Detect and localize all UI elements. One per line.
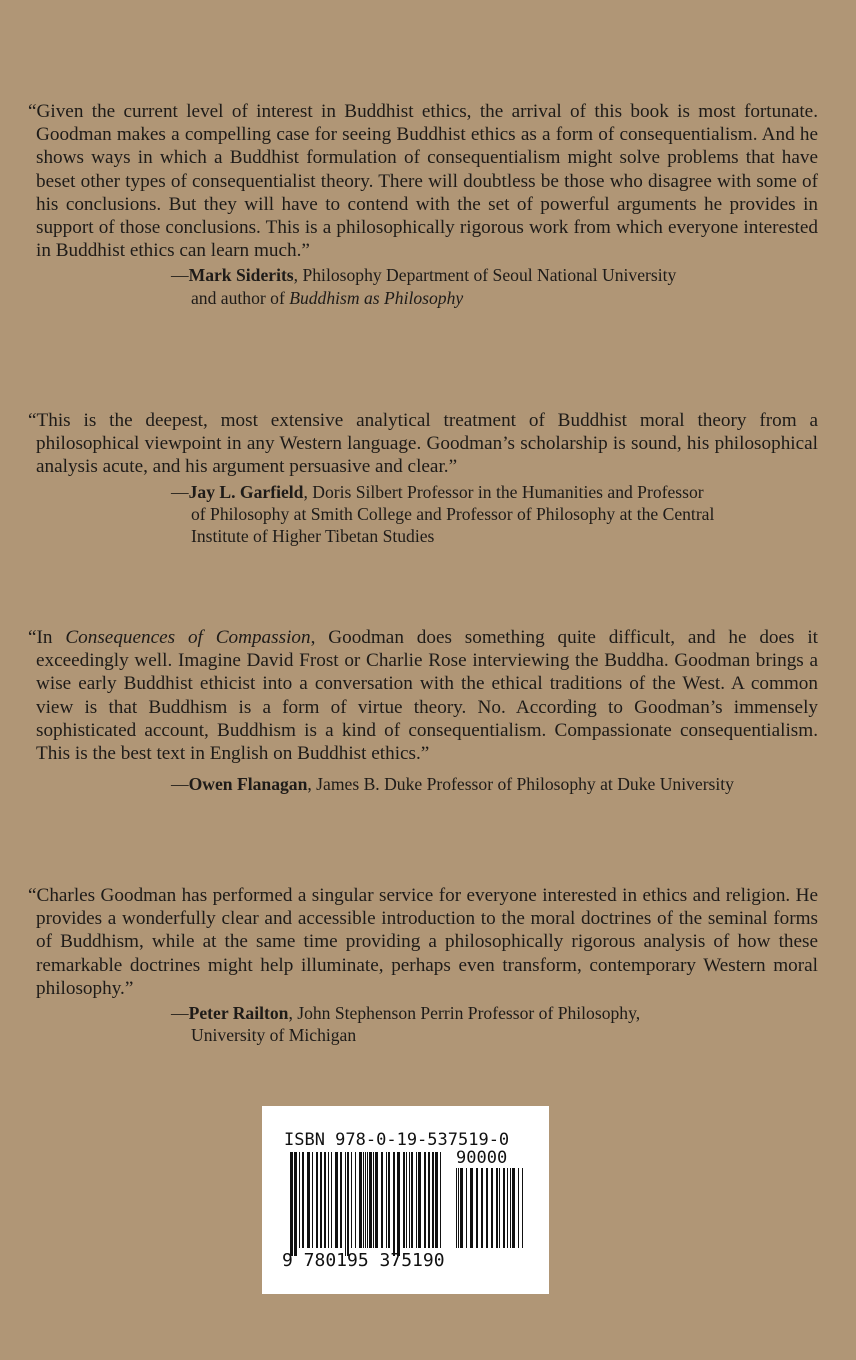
attribution-dash: —	[171, 265, 189, 286]
barcode-bar	[367, 1152, 368, 1248]
author-affiliation: , Doris Silbert Professor in the Humanities and Professor	[303, 481, 704, 502]
blurb-text-rest: , Goodman does something quite difficult, and he does it exceedingly well. Imagine David Frost or Charlie Rose interviewing the Buddha. Goodman brings a wise early Buddhist ethicist into a conversation with the ethical traditions of the West. A common view is that Buddhism is a form of virtue theory. No. According to Goodman’s immensely sophisticated account, Buddhism is a kind of consequentialism. Compassionate consequentialism. This is the best text in English on Buddhist ethics.”	[36, 627, 818, 765]
blurb-garfield	[28, 409, 818, 548]
author-affiliation: , John Stephenson Perrin Professor of Philosophy,	[288, 1003, 641, 1024]
barcode-bar	[369, 1152, 372, 1248]
barcode-bar	[432, 1152, 434, 1248]
barcode-bar	[351, 1152, 352, 1248]
blurb-attribution	[36, 264, 818, 309]
author-name: Owen Flanagan	[188, 774, 308, 795]
barcode-bar	[458, 1168, 459, 1248]
author-name: Jay L. Garfield	[188, 481, 304, 502]
barcode-bar	[345, 1152, 346, 1256]
blurb-flanagan	[28, 626, 818, 796]
barcode-bar	[416, 1152, 417, 1248]
barcode-bar	[290, 1152, 293, 1256]
barcode-bar	[299, 1152, 300, 1248]
barcode-bar	[347, 1152, 349, 1256]
barcode-bar	[418, 1152, 421, 1248]
barcode-bar	[481, 1168, 483, 1248]
author-affiliation: , James B. Duke Professor of Philosophy at Duke University	[307, 774, 734, 795]
barcode-bar	[307, 1152, 310, 1248]
barcode-bar	[388, 1152, 390, 1248]
ean-number: 9 780195 375190	[282, 1250, 445, 1271]
barcode-bar	[406, 1152, 407, 1248]
blurb-attribution	[36, 481, 818, 548]
book-title: Consequences of Compassion	[65, 627, 311, 648]
barcode-bar	[294, 1152, 297, 1256]
barcode-bar	[424, 1152, 426, 1248]
barcode-bar	[335, 1152, 338, 1248]
barcode-bar	[363, 1152, 364, 1248]
barcode-bar	[328, 1152, 329, 1248]
barcode-bar	[456, 1168, 457, 1248]
barcode-bar	[411, 1152, 413, 1248]
blurb-text-prefix: “In	[28, 627, 66, 648]
barcode-bar	[507, 1168, 508, 1248]
barcode-bar	[393, 1152, 395, 1256]
barcode-bar	[486, 1168, 488, 1248]
barcode-bar	[466, 1168, 467, 1248]
author-affiliation-2: of Philosophy at Smith College and Professor of Philosophy at the Central	[191, 504, 715, 525]
barcode-bar	[518, 1168, 519, 1248]
author-name: Peter Railton	[188, 1003, 289, 1024]
barcode-bar	[331, 1152, 332, 1248]
price-code: 90000	[456, 1148, 508, 1168]
blurb-railton	[28, 884, 818, 1047]
barcode-bar	[522, 1168, 523, 1248]
barcode-bar	[491, 1168, 493, 1248]
barcode-bar	[397, 1152, 400, 1256]
author-name: Mark Siderits	[188, 265, 294, 286]
barcode-bar	[440, 1152, 441, 1248]
barcode-bar	[510, 1168, 511, 1248]
barcode-bar	[324, 1152, 326, 1248]
barcode-bar	[355, 1152, 356, 1248]
barcode-bar	[320, 1152, 322, 1248]
barcode-bar	[476, 1168, 478, 1248]
author-affiliation-3: Institute of Higher Tibetan Studies	[191, 526, 435, 547]
barcode-bar	[365, 1152, 366, 1248]
isbn-number: ISBN 978-0-19-537519-0	[284, 1130, 510, 1150]
barcode-bar	[359, 1152, 362, 1248]
author-affiliation: , Philosophy Department of Seoul National University	[293, 265, 677, 286]
blurb-attribution	[36, 773, 818, 795]
blurb-attribution	[36, 1002, 818, 1047]
blurb-text: “Given the current level of interest in Buddhist ethics, the arrival of this book is most fortunate. Goodman makes a compelling case for seeing Buddhist ethics as a form of consequentialism. And he shows ways in which a Buddhist formulation of consequentialism might solve problems that have beset other types of consequentialist theory. There will doubtless be those who disagree with some of his conclusions. But they will have to contend with the set of powerful arguments he provides in support of those conclusions. This is a philosophically rigorous work from which everyone interested in Buddhist ethics can learn much.”	[28, 101, 818, 262]
barcode-bar	[312, 1152, 313, 1248]
barcode-bar	[435, 1152, 438, 1248]
barcode-bar	[460, 1168, 463, 1248]
attribution-dash: —	[171, 774, 189, 795]
book-title: Buddhism as Philosophy	[289, 287, 464, 308]
barcode-bar	[403, 1152, 405, 1248]
barcode-bar	[316, 1152, 318, 1248]
author-affiliation-2: and author of	[191, 287, 290, 308]
barcode-bar	[375, 1152, 378, 1248]
barcode-bar	[499, 1168, 500, 1248]
barcode-bar	[409, 1152, 410, 1248]
blurb-text: “Charles Goodman has performed a singular service for everyone interested in ethics and religion. He provides a wonderfully clear and accessible introduction to the moral doctrines of the seminal forms of Buddhism, while at the same time providing a philosophically rigorous analysis of how these remarkable doctrines might help illuminate, perhaps even transform, contemporary Western moral philosophy.”	[28, 885, 818, 999]
barcode-bar	[470, 1168, 473, 1248]
barcode-bar	[512, 1168, 515, 1248]
isbn-barcode	[262, 1106, 549, 1294]
barcode-bar	[340, 1152, 342, 1248]
attribution-dash: —	[171, 1003, 189, 1024]
barcode-bar	[386, 1152, 387, 1248]
blurb-siderits	[28, 100, 818, 309]
blurb-text	[28, 626, 818, 765]
barcode-bar	[302, 1152, 304, 1248]
barcode-bar	[428, 1152, 430, 1248]
barcode-bar	[373, 1152, 374, 1248]
barcode-bar	[503, 1168, 505, 1248]
barcode-bar	[496, 1168, 498, 1248]
barcode-bar	[381, 1152, 383, 1248]
author-affiliation-2: University of Michigan	[191, 1025, 357, 1046]
blurb-text: “This is the deepest, most extensive analytical treatment of Buddhist moral theory from a philosophical viewpoint in any Western language. Goodman’s scholarship is sound, his philosophical analysis acute, and his argument persuasive and clear.”	[28, 410, 818, 478]
attribution-dash: —	[171, 481, 189, 502]
